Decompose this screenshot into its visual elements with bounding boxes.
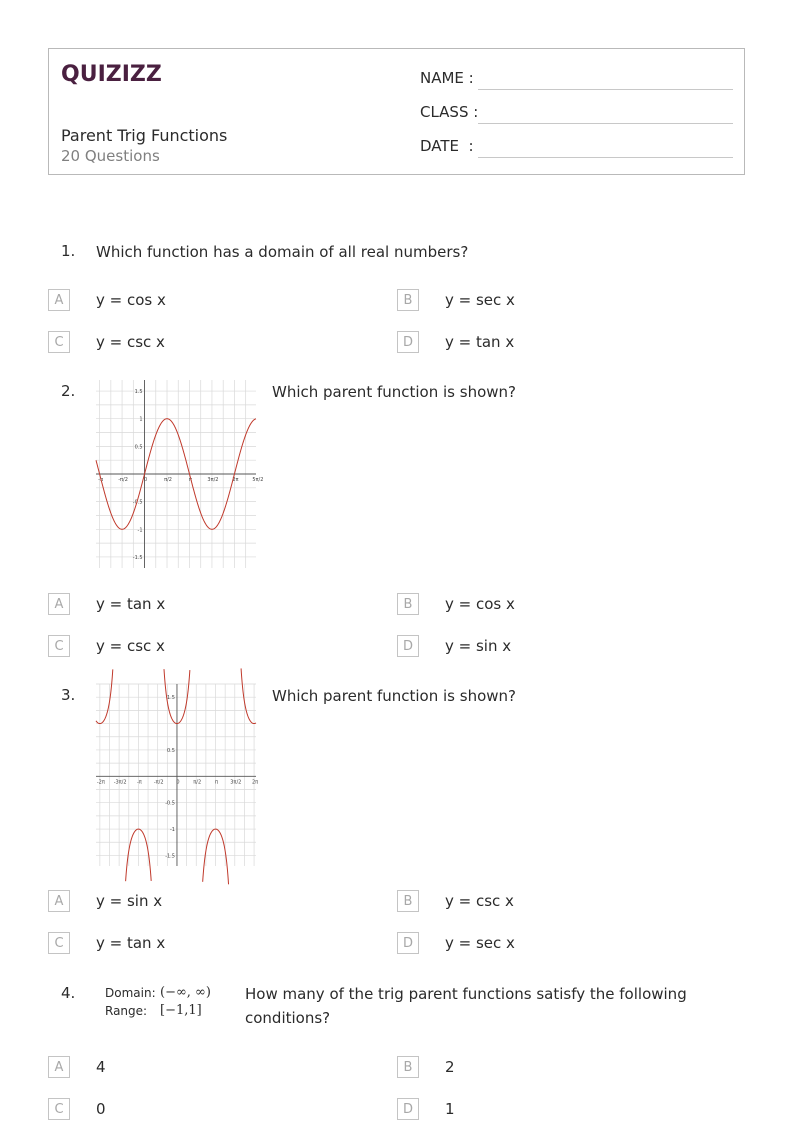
x-tick-label: π/2 [193,779,202,786]
option-c-box[interactable]: C [48,932,70,954]
question-number: 4. [61,984,76,1002]
x-tick-label: 3π/2 [207,477,219,483]
option-a-text[interactable]: y = tan x [96,595,166,613]
x-tick-label: -π [98,477,104,483]
graph-canvas [96,684,259,866]
question-text: Which parent function is shown? [272,383,516,401]
question-number: 3. [61,686,76,704]
x-tick-label: 3π/2 [230,779,242,786]
question-text: How many of the trig parent functions satisfy the following conditions? [245,985,687,1027]
class-label: CLASS : [420,103,479,121]
x-tick-label: 0 [143,477,148,483]
question-count: 20 Questions [61,147,160,165]
option-c-text[interactable]: 0 [96,1100,106,1118]
option-d-text[interactable]: y = tan x [445,333,515,351]
option-a-text[interactable]: y = sin x [96,892,163,910]
y-tick-label: -1.5 [165,853,175,860]
option-b-box[interactable]: B [397,1056,419,1078]
question-number: 2. [61,382,76,400]
date-field[interactable] [478,157,733,158]
option-c-box[interactable]: C [48,331,70,353]
option-b-text[interactable]: y = sec x [445,291,515,309]
option-b-text[interactable]: y = cos x [445,595,515,613]
conditions-box [105,984,211,1020]
brand-text: QUIZIZZ [61,62,162,87]
sine-graph [96,380,264,568]
range-row [105,1002,211,1020]
option-a-box[interactable]: A [48,890,70,912]
x-tick-label: -3π/2 [113,779,127,786]
question-text: Which parent function is shown? [272,687,516,705]
y-tick-label: 1.5 [134,389,143,396]
option-c-box[interactable]: C [48,635,70,657]
option-d-text[interactable]: 1 [445,1100,455,1118]
option-b-text[interactable]: 2 [445,1058,455,1076]
option-a-text[interactable]: y = cos x [96,291,166,309]
range-value: [−1,1] [160,1003,202,1018]
option-c-text[interactable]: y = csc x [96,333,165,351]
y-tick-label: 0.5 [167,747,175,754]
y-tick-label: -1 [169,827,175,834]
option-a-box[interactable]: A [48,289,70,311]
x-tick-label: π [188,477,192,483]
name-field[interactable] [478,89,733,90]
option-b-box[interactable]: B [397,289,419,311]
y-tick-label: 0.5 [134,444,143,451]
question-number: 1. [61,242,76,260]
option-a-text[interactable]: 4 [96,1058,106,1076]
graph-canvas [96,380,264,568]
option-a-box[interactable]: A [48,1056,70,1078]
range-label: Range: [105,1004,148,1018]
x-tick-label: π [215,779,219,786]
option-c-box[interactable]: C [48,1098,70,1120]
y-tick-label: 1 [139,416,143,423]
worksheet-header [48,48,745,175]
option-d-box[interactable]: D [397,635,419,657]
option-c-text[interactable]: y = csc x [96,637,165,655]
quizizz-logo [61,59,162,87]
class-field[interactable] [478,123,733,124]
x-tick-label: -π/2 [153,779,164,786]
y-tick-label: -1.5 [132,554,143,561]
x-tick-label: 5π/2 [252,477,264,483]
y-tick-label: 1.5 [167,695,175,702]
x-tick-label: 2π [232,477,239,483]
option-b-box[interactable]: B [397,593,419,615]
y-tick-label: -0.5 [132,499,143,506]
worksheet-title: Parent Trig Functions [61,126,228,145]
option-b-text[interactable]: y = csc x [445,892,514,910]
name-label: NAME : [420,69,474,87]
x-tick-label: 2π [251,779,259,786]
option-d-box[interactable]: D [397,932,419,954]
x-tick-label: π/2 [164,477,172,483]
option-d-box[interactable]: D [397,331,419,353]
y-tick-label: -1 [137,527,143,534]
domain-label: Domain: [105,986,156,1000]
x-tick-label: -2π [96,779,105,786]
date-label: DATE : [420,137,474,155]
domain-value: (−∞, ∞) [160,985,211,1000]
option-a-box[interactable]: A [48,593,70,615]
option-b-box[interactable]: B [397,890,419,912]
x-tick-label: 0 [176,779,180,786]
option-d-box[interactable]: D [397,1098,419,1120]
secant-graph [96,684,259,866]
x-tick-label: -π/2 [118,477,128,483]
y-tick-label: -0.5 [165,800,175,807]
option-d-text[interactable]: y = sin x [445,637,512,655]
domain-row [105,984,211,1002]
x-tick-label: -π [136,779,142,786]
option-c-text[interactable]: y = tan x [96,934,166,952]
question-text: Which function has a domain of all real numbers? [96,243,469,261]
option-d-text[interactable]: y = sec x [445,934,515,952]
